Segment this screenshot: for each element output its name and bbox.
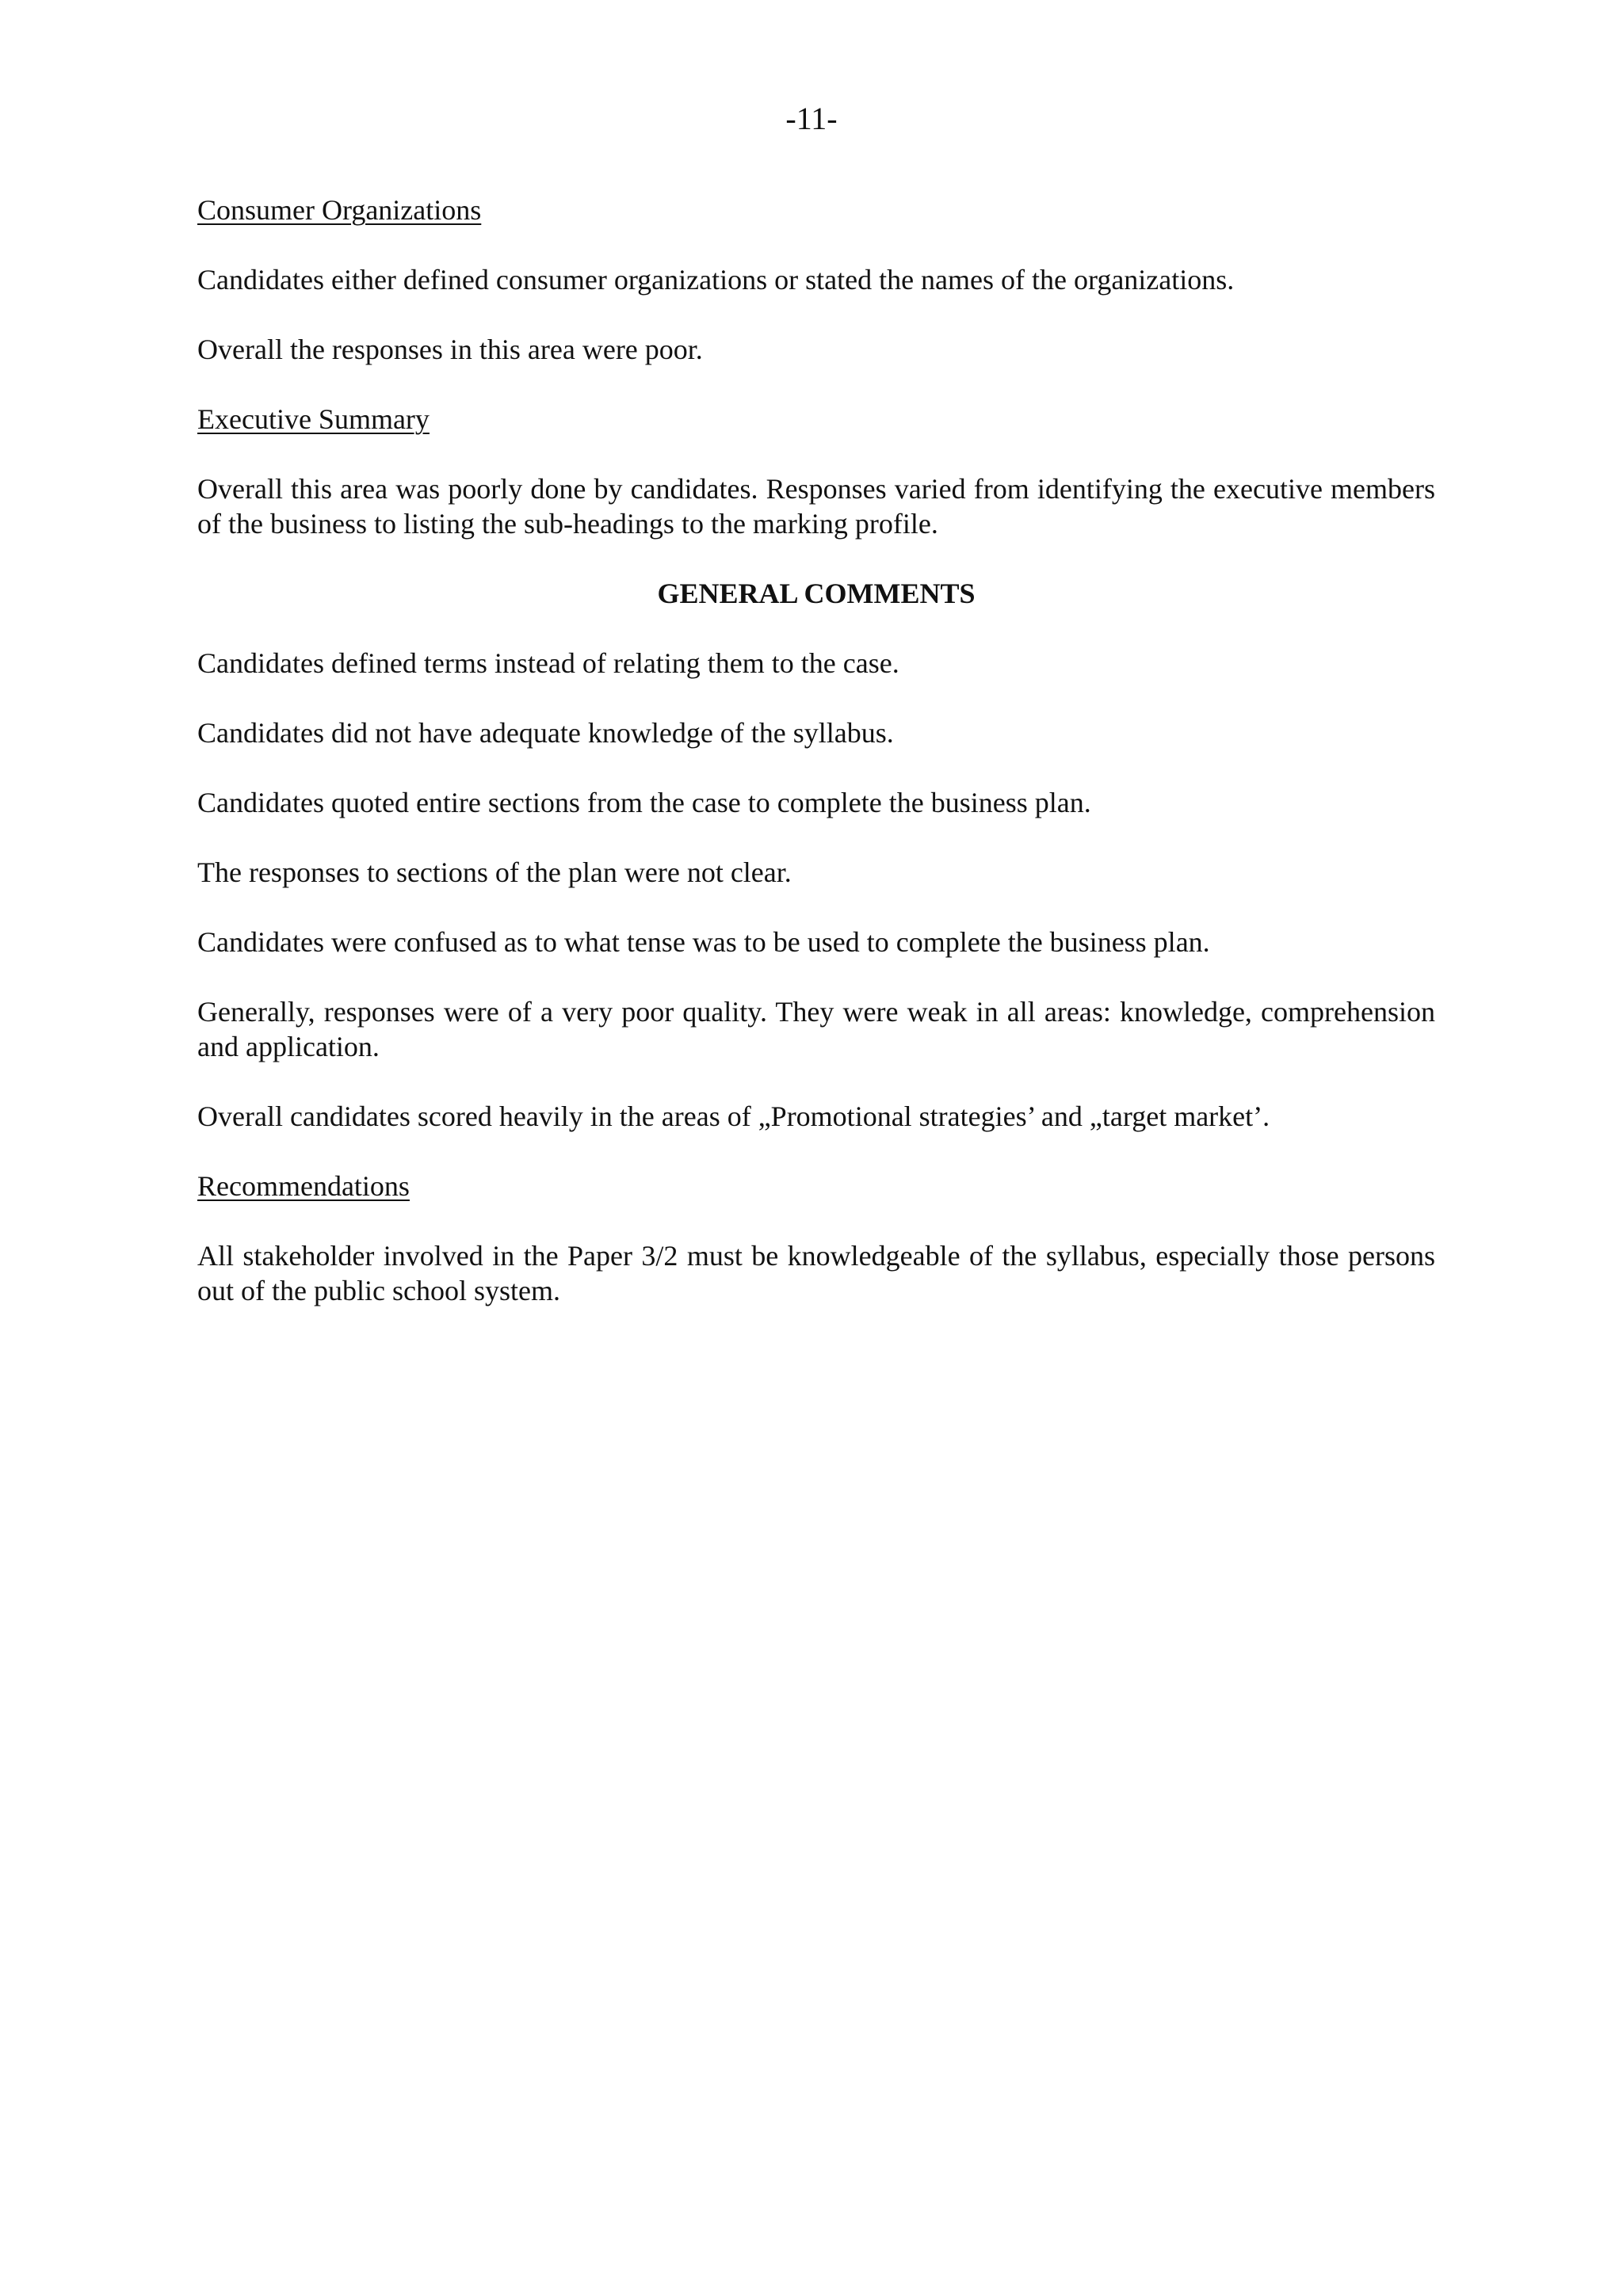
paragraph: Candidates defined terms instead of relating them to the case.	[197, 647, 899, 679]
paragraph: Candidates either defined consumer organizations or stated the names of the organizations.	[197, 264, 1235, 296]
paragraph: Overall candidates scored heavily in the areas of „Promotional strategies’ and „target market’.	[197, 1100, 1270, 1132]
paragraph: Overall this area was poorly done by candidates. Responses varied from identifying the executive members of the business to listing the sub-headings to the marking profile.	[197, 473, 1435, 540]
paragraph: The responses to sections of the plan were not clear.	[197, 856, 792, 888]
heading-executive-summary: Executive Summary	[197, 403, 430, 435]
paragraph: All stakeholder involved in the Paper 3/2 must be knowledgeable of the syllabus, especially those persons out of the public school system.	[197, 1240, 1435, 1306]
heading-recommendations: Recommendations	[197, 1170, 410, 1202]
paragraph: Candidates quoted entire sections from the case to complete the business plan.	[197, 787, 1091, 818]
paragraph: Candidates were confused as to what tense was to be used to complete the business plan.	[197, 926, 1210, 958]
paragraph: Generally, responses were of a very poor quality. They were weak in all areas: knowledge, comprehension and application.	[197, 996, 1435, 1062]
paragraph: Candidates did not have adequate knowledge of the syllabus.	[197, 717, 894, 749]
page-number: -11-	[785, 101, 838, 136]
heading-general-comments: GENERAL COMMENTS	[657, 578, 976, 609]
document-body	[197, 193, 1435, 1308]
paragraph: Overall the responses in this area were poor.	[197, 334, 703, 365]
heading-consumer-organizations: Consumer Organizations	[197, 194, 482, 226]
